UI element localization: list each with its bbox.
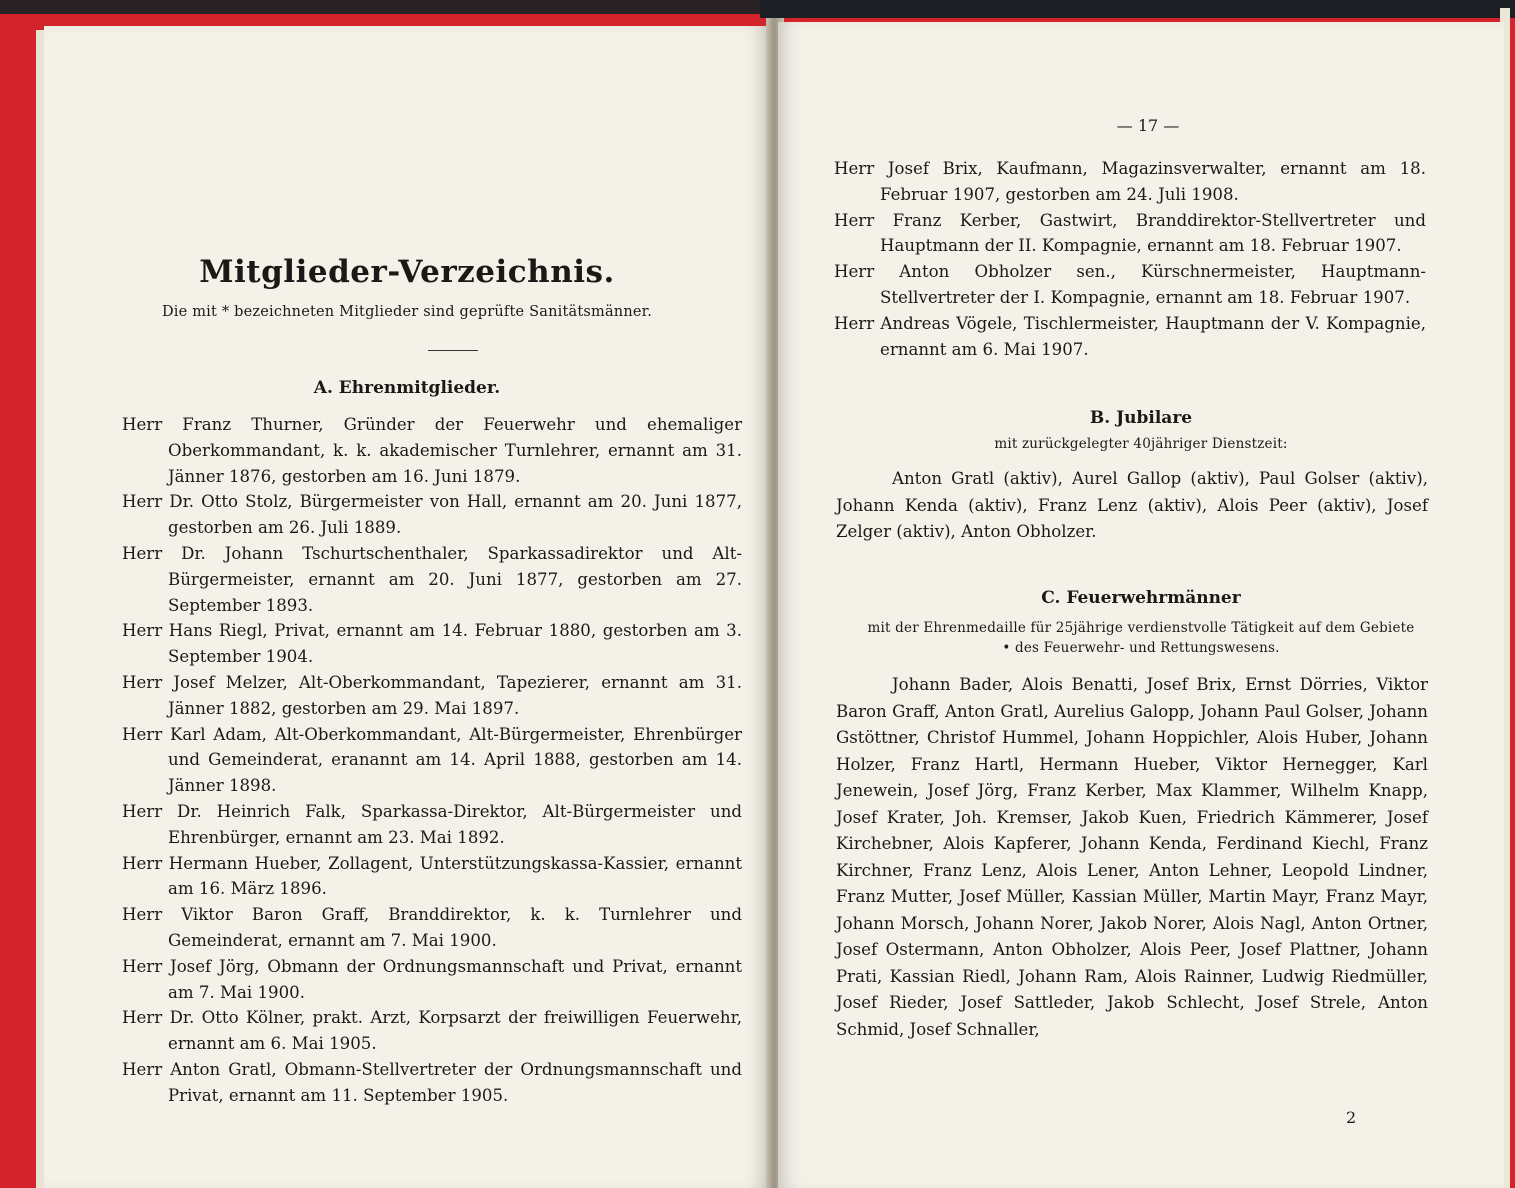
list-item: Herr Dr. Otto Kölner, prakt. Arzt, Korpsarzt der freiwilligen Feuerwehr, ernannt am 6. Mai 1905.: [122, 1008, 742, 1054]
list-item: Herr Andreas Vögele, Tischlermeister, Hauptmann der V. Kompagnie, ernannt am 6. Mai 1907.: [834, 313, 1426, 359]
list-item: Herr Josef Jörg, Obmann der Ordnungsmannschaft und Privat, ernannt am 7. Mai 1900.: [122, 956, 742, 1002]
list-item: Herr Hermann Hueber, Zollagent, Unterstützungskassa-Kassier, ernannt am 16. März 1896.: [122, 853, 742, 899]
section-b-subheading: mit zurückgelegter 40jähriger Dienstzeit:: [994, 436, 1288, 452]
honorary-members-list: [122, 412, 742, 1109]
section-c-subheading: mit der Ehrenmedaille für 25jährige verdienstvolle Tätigkeit auf dem Gebiete: [867, 620, 1415, 636]
list-item: Herr Anton Obholzer sen., Kürschnermeister, Hauptmann-Stellvertreter der I. Kompagnie, ernannt am 18. Februar 1907.: [834, 262, 1426, 307]
section-c-subheading: • des Feuerwehr- und Rettungswesens.: [1002, 640, 1280, 656]
honorary-members-list-continued: [834, 156, 1426, 362]
cover-edge: [0, 0, 760, 14]
firemen-list: Johann Bader, Alois Benatti, Josef Brix, Ernst Dörries, Viktor Baron Graff, Anton Gratl, Aurelius Galopp, Johann Paul Golser, Johann Gstöttner, Christof Hummel, Johann Hoppichler, Alois Huber, Johann Holzer, Franz Hartl, Hermann Hueber, Viktor Hernegger, Karl Jenewein, Josef Jörg, Franz Kerber, Max Klammer, Wilhelm Knapp, Josef Krater, Joh. Kremser, Jakob Kuen, Friedrich Kämmerer, Josef Kirchebner, Alois Kapferer, Johann Kenda, Ferdinand Kiechl, Franz Kirchner, Franz Lenz, Alois Lener, Anton Lehner, Leopold Lindner, Franz Mutter, Josef Müller, Kassian Müller, Martin Mayr, Franz Mayr, Johann Morsch, Johann Norer, Jakob Norer, Alois Nagl, Anton Ortner, Josef Ostermann, Anton Obholzer, Alois Peer, Josef Plattner, Johann Prati, Kassian Riedl, Johann Ram, Alois Rainner, Ludwig Riedmüller, Josef Rieder, Josef Sattleder, Jakob Schlecht, Josef Strele, Anton Schmid, Josef Schnaller,: [836, 675, 1428, 1039]
divider: [428, 350, 478, 351]
list-item: Herr Dr. Otto Stolz, Bürgermeister von Hall, ernannt am 20. Juni 1877, gestorben am 26. Juli 1889.: [122, 492, 742, 538]
section-c-heading: C. Feuerwehrmänner: [1041, 588, 1241, 608]
list-item: Herr Josef Brix, Kaufmann, Magazinsverwalter, ernannt am 18. Februar 1907, gestorben am 24. Juli 1908.: [834, 159, 1426, 204]
section-a-heading: A. Ehrenmitglieder.: [313, 378, 501, 398]
page-number: — 17 —: [1116, 116, 1180, 135]
signature-mark: 2: [1346, 1108, 1357, 1127]
section-b-heading: B. Jubilare: [1089, 408, 1193, 428]
list-item: Herr Hans Riegl, Privat, ernannt am 14. Februar 1880, gestorben am 3. September 1904.: [122, 621, 742, 667]
list-item: Herr Franz Thurner, Gründer der Feuerwehr und ehemaliger Oberkommandant, k. k. akademischer Turnlehrer, ernannt am 31. Jänner 1876, gestorben am 16. Juni 1879.: [122, 415, 742, 486]
page-subtitle: Die mit * bezeichneten Mitglieder sind geprüfte Sanitätsmänner.: [161, 304, 653, 320]
cover-edge: [760, 0, 1515, 18]
list-item: Herr Josef Melzer, Alt-Oberkommandant, Tapezierer, ernannt am 31. Jänner 1882, gestorben am 29. Mai 1897.: [122, 672, 742, 718]
list-item: Herr Karl Adam, Alt-Oberkommandant, Alt-Bürgermeister, Ehrenbürger und Gemeinderat, eranannt am 14. April 1888, gestorben am 14. Jänner 1898.: [122, 724, 742, 796]
list-item: Herr Anton Gratl, Obmann-Stellvertreter der Ordnungsmannschaft und Privat, ernannt am 11. September 1905.: [122, 1059, 742, 1105]
right-page: [778, 22, 1504, 1188]
list-item: Herr Viktor Baron Graff, Branddirektor, k. k. Turnlehrer und Gemeinderat, ernannt am 7. Mai 1900.: [122, 905, 742, 950]
list-item: Herr Dr. Heinrich Falk, Sparkassa-Direktor, Alt-Bürgermeister und Ehrenbürger, ernannt am 23. Mai 1892.: [122, 801, 742, 847]
jubilare-list: Anton Gratl (aktiv), Aurel Gallop (aktiv), Paul Golser (aktiv), Johann Kenda (aktiv), Franz Lenz (aktiv), Alois Peer (aktiv), Josef Zelger (aktiv), Anton Obholzer.: [836, 469, 1428, 541]
list-item: Herr Dr. Johann Tschurtschenthaler, Sparkassadirektor und Alt-Bürgermeister, ernannt am 20. Juni 1877, gestorben am 27. September 1893.: [122, 543, 742, 615]
list-item: Herr Franz Kerber, Gastwirt, Branddirektor-Stellvertreter und Hauptmann der II. Kompagnie, ernannt am 18. Februar 1907.: [834, 210, 1426, 256]
page-title: Mitglieder-Verzeichnis.: [199, 254, 615, 290]
left-page: [44, 26, 770, 1188]
